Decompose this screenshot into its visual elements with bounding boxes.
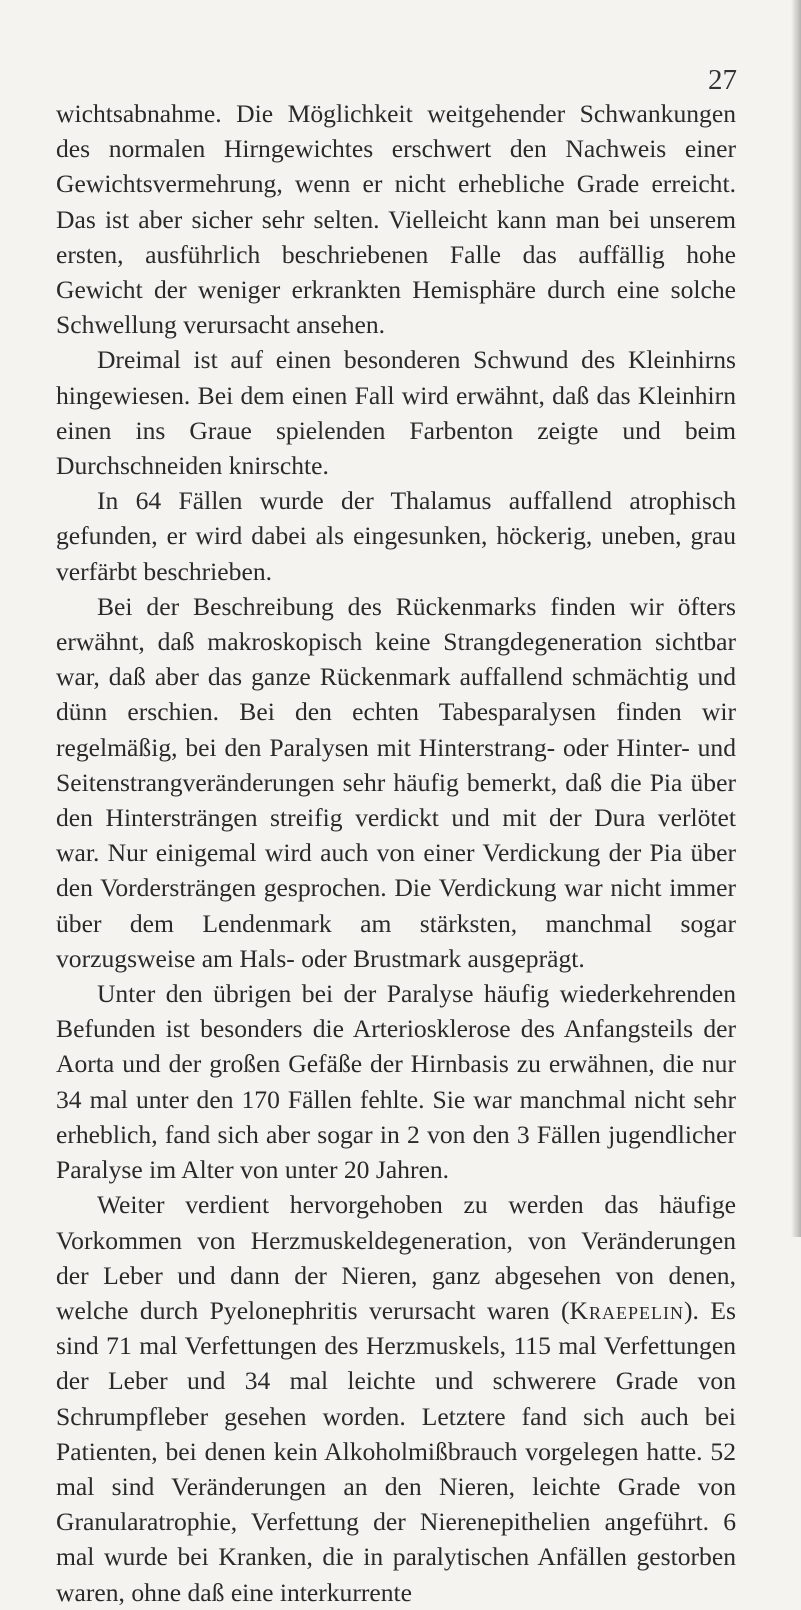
paragraph xyxy=(56,1187,736,1609)
paragraph-text-start: Weiter verdient hervorgehoben zu werden das häufige Vorkommen von Herzmuskeldegeneration, von Veränderungen der Leber und dann der Nieren, ganz abgesehen von denen, welche durch Pyelonephritis verursacht waren ( xyxy=(56,1190,736,1325)
body-text xyxy=(56,96,736,1610)
paragraph: wichtsabnahme. Die Möglichkeit weitgehender Schwankungen des normalen Hirngewichtes erschwert den Nachweis einer Gewichtsvermehrung, wenn er nicht erhebliche Grade erreicht. Das ist aber sicher sehr selten. Vielleicht kann man bei unserem ersten, ausführlich beschriebenen Falle das auffällig hohe Gewicht der weniger erkrankten Hemisphäre durch eine solche Schwellung verursacht ansehen. xyxy=(56,99,736,340)
author-name: Kraepelin xyxy=(569,1295,685,1325)
paragraph: Bei der Beschreibung des Rückenmarks finden wir öfters erwähnt, daß makroskopisch keine Strangdegeneration sichtbar war, daß aber das ganze Rückenmark auffallend schmächtig und dünn erschien. Bei den echten Tabesparalysen finden wir regelmäßig, bei den Paralysen mit Hinterstrang- oder Hinter- und Seitenstrangveränderungen sehr häufig bemerkt, daß die Pia über den Hintersträngen streifig verdickt und mit der Dura verlötet war. Nur einigemal wird auch von einer Verdickung der Pia über den Vordersträngen gesprochen. Die Verdickung war nicht immer über dem Lendenmark am stärksten, manchmal sogar vorzugsweise am Hals- oder Brustmark ausgeprägt. xyxy=(56,591,736,973)
page-number: 27 xyxy=(708,64,737,96)
paragraph-text-end: ). Es sind 71 mal Verfettungen des Herzmuskels, 115 mal Verfettungen der Leber und 34 mal leichte und schwerere Grade von Schrumpfleber gesehen worden. Letztere fand sich auch bei Patienten, bei denen kein Alkoholmißbrauch vorgelegen hatte. 52 mal sind Veränderungen an den Nieren, leichte Grade von Granularatrophie, Verfettung der Nierenepithelien angeführt. 6 mal wurde bei Kranken, die in paralytischen Anfällen gestorben waren, ohne daß eine interkurrente xyxy=(56,1295,736,1607)
page-edge-shadow xyxy=(791,0,801,1237)
paragraph: Unter den übrigen bei der Paralyse häufig wiederkehrenden Befunden ist besonders die Arteriosklerose des Anfangsteils der Aorta und der großen Gefäße der Hirnbasis zu erwähnen, die nur 34 mal unter den 170 Fällen fehlte. Sie war manchmal nicht sehr erheblich, fand sich aber sogar in 2 von den 3 Fällen jugendlicher Paralyse im Alter von unter 20 Jahren. xyxy=(56,979,736,1185)
paragraph: In 64 Fällen wurde der Thalamus auffallend atrophisch gefunden, er wird dabei als eingesunken, höckerig, uneben, grau verfärbt beschrieben. xyxy=(56,486,736,586)
paragraph: Dreimal ist auf einen besonderen Schwund des Kleinhirns hingewiesen. Bei dem einen Fall wird erwähnt, daß das Kleinhirn einen ins Graue spielenden Farbenton zeigte und beim Durchschneiden knirschte. xyxy=(56,345,736,481)
